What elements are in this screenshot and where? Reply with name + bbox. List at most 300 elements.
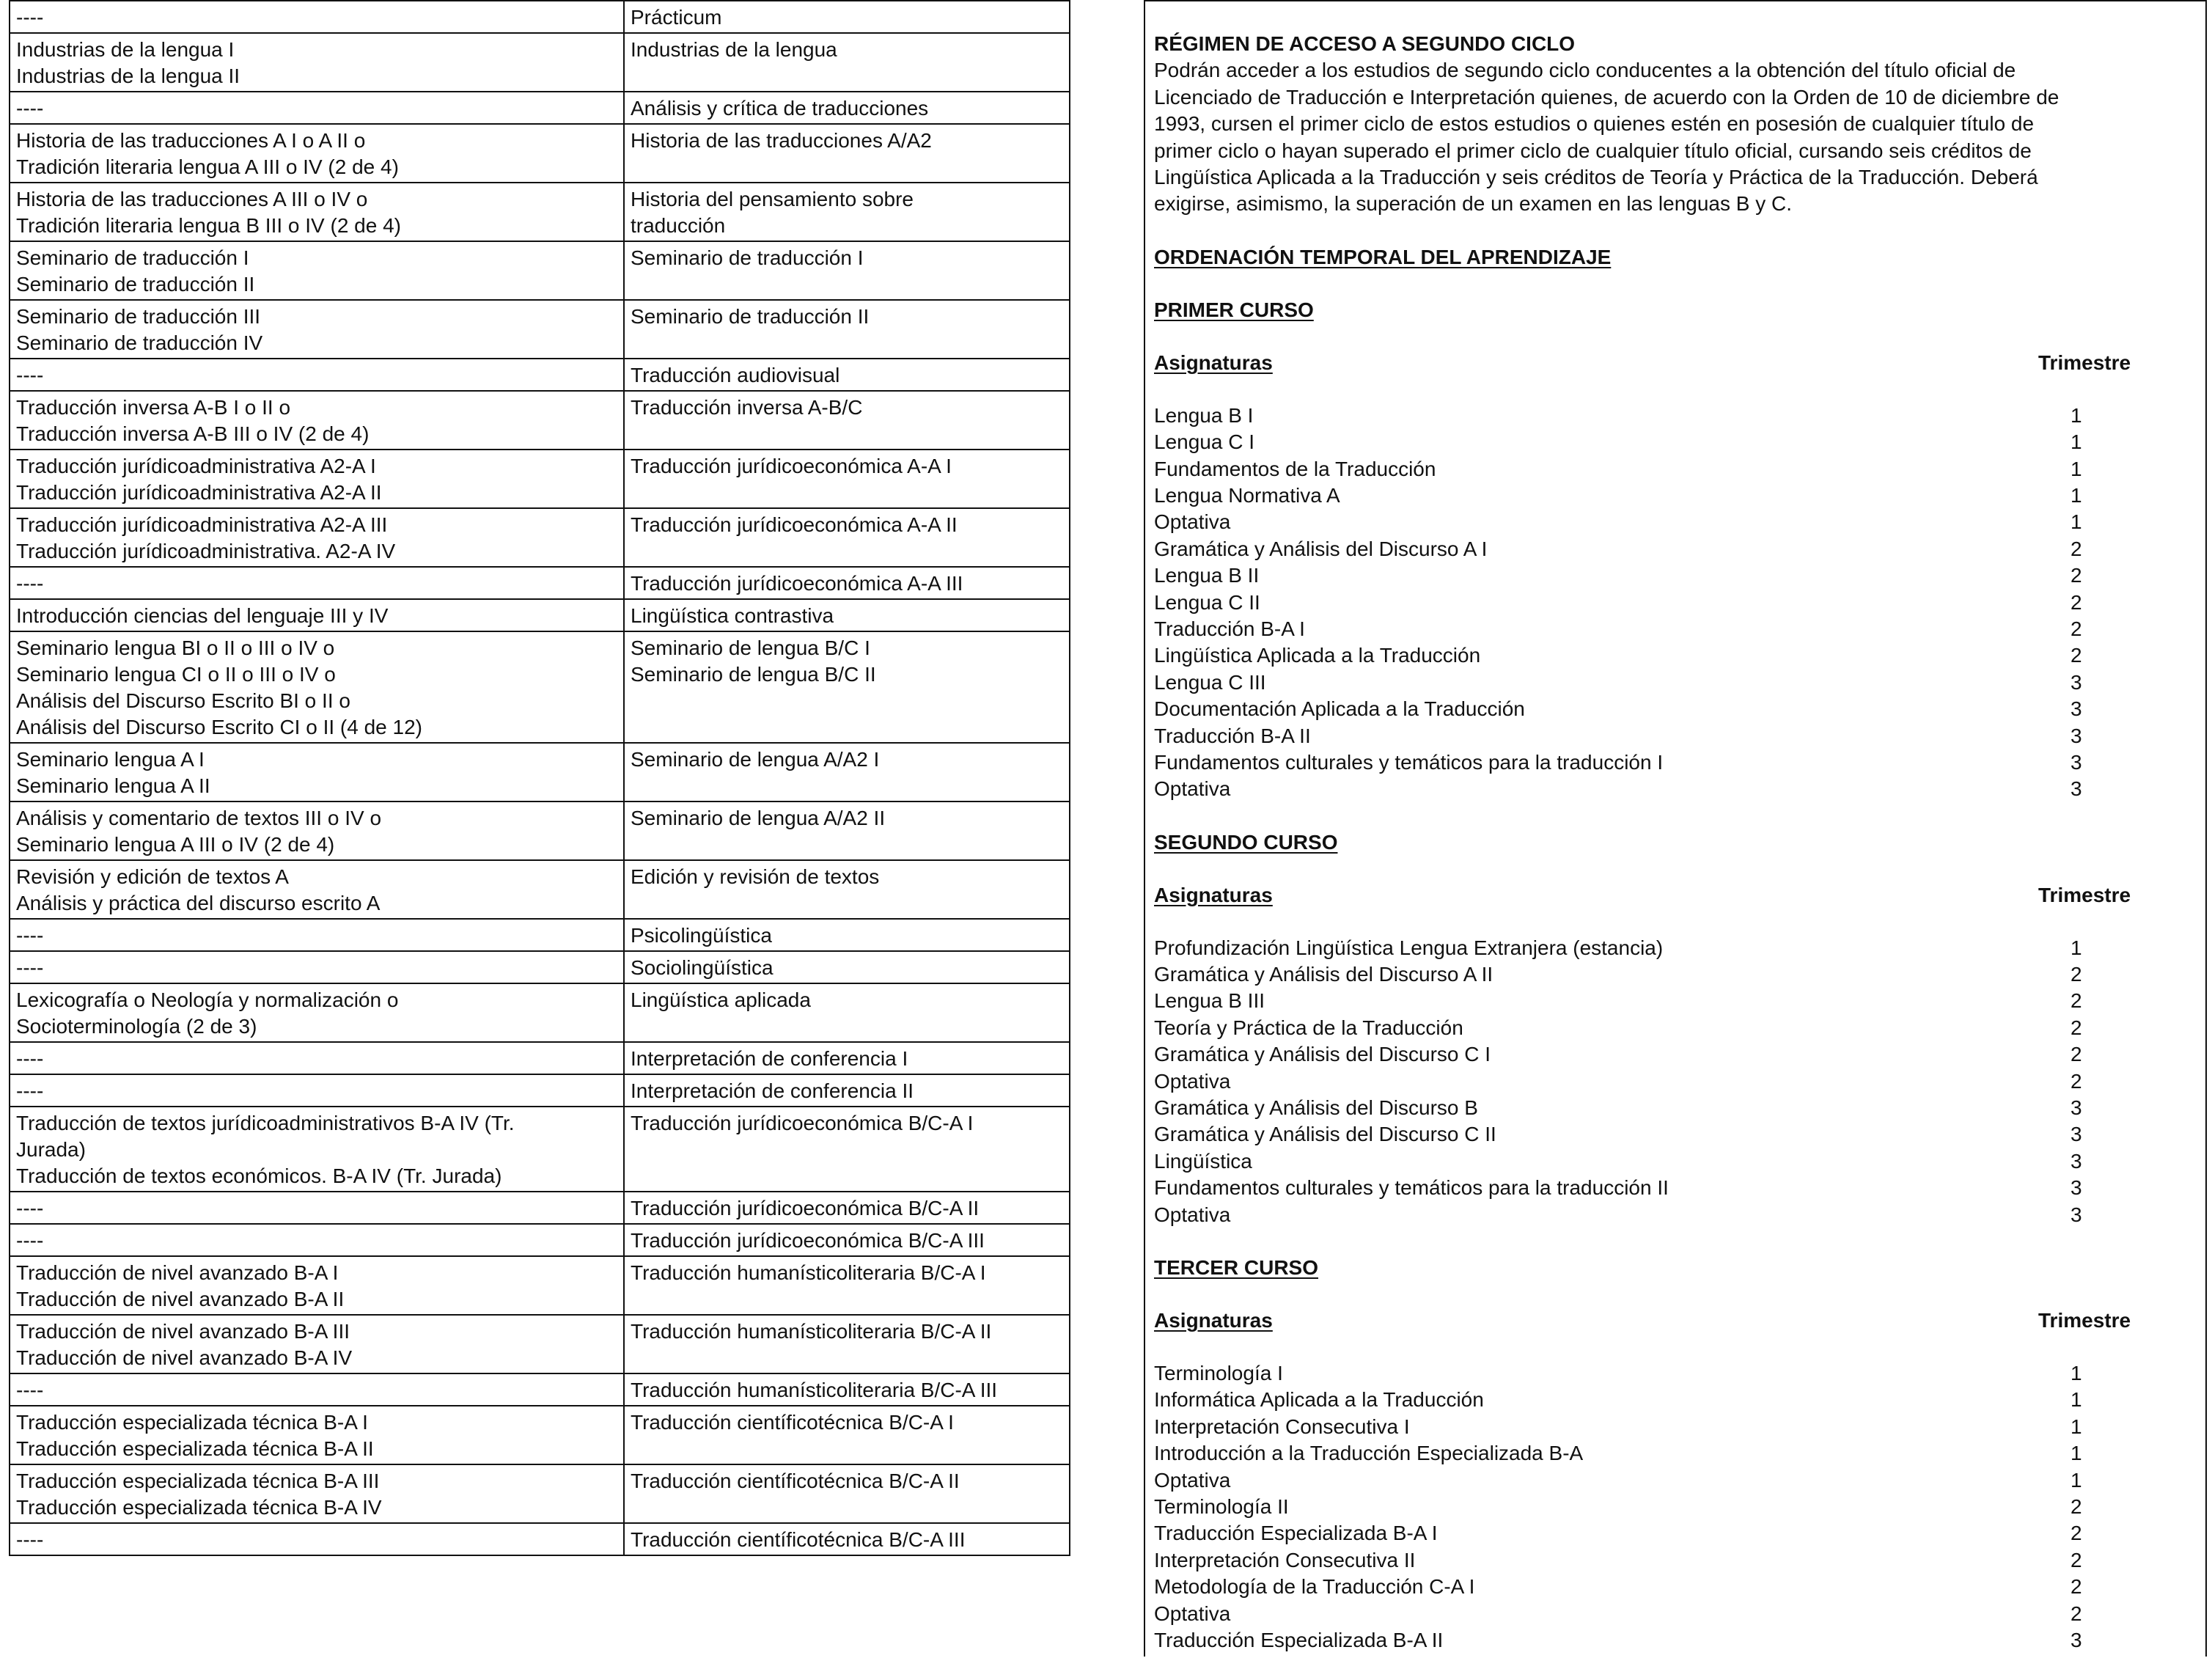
- access-paragraph-line: exigirse, asimismo, la superación de un examen en las lenguas B y C.: [1154, 192, 1792, 216]
- new-subject-cell: [624, 92, 1070, 124]
- subject-name: Lengua B I: [1154, 403, 1254, 427]
- old-subject-cell: [10, 919, 624, 951]
- subject-name: Gramática y Análisis del Discurso A II: [1154, 963, 1493, 986]
- old-subject-line: Traducción especializada técnica B-A I: [16, 1411, 368, 1434]
- old-subject-cell: [10, 1107, 624, 1192]
- old-subject-line: Seminario lengua CI o II o III o IV o: [16, 663, 336, 686]
- ordering-title: ORDENACIÓN TEMPORAL DEL APRENDIZAJE: [1154, 245, 1612, 268]
- equivalence-table-body: [10, 1, 1070, 1555]
- table-row: [10, 183, 1070, 241]
- subject-row: [1154, 961, 2198, 988]
- table-row: [10, 92, 1070, 124]
- table-row: [10, 1192, 1070, 1224]
- table-row: [10, 951, 1070, 983]
- table-row: [10, 1224, 1070, 1256]
- table-row: [10, 631, 1070, 743]
- new-subject-line: Análisis y crítica de traducciones: [631, 97, 929, 120]
- subject-list: [1154, 935, 2198, 1228]
- old-subject-line: Seminario lengua A I: [16, 748, 205, 771]
- subject-term: 1: [2070, 1468, 2082, 1492]
- new-subject-line: Traducción jurídicoeconómica B/C-A II: [631, 1197, 980, 1219]
- subject-row: [1154, 1068, 2198, 1095]
- new-subject-cell: [624, 802, 1070, 860]
- subject-row: [1154, 1627, 2198, 1654]
- old-subject-cell: [10, 1224, 624, 1256]
- new-subject-cell: [624, 1042, 1070, 1074]
- subject-row: [1154, 1574, 2198, 1600]
- new-subject-line: Traducción científicotécnica B/C-A III: [631, 1528, 966, 1551]
- new-subject-cell: [624, 33, 1070, 92]
- old-subject-line: ----: [16, 1528, 44, 1551]
- old-subject-cell: [10, 743, 624, 802]
- old-subject-cell: [10, 1256, 624, 1315]
- table-row: [10, 743, 1070, 802]
- subject-name: Terminología I: [1154, 1362, 1283, 1384]
- old-subject-line: Traducción especializada técnica B-A III: [16, 1470, 380, 1492]
- old-subject-line: Análisis del Discurso Escrito BI o II o: [16, 689, 350, 712]
- subject-name: Traducción B-A I: [1154, 617, 1305, 640]
- old-subject-line: Análisis y práctica del discurso escrito A: [16, 892, 381, 914]
- new-subject-line: Psicolingüística: [631, 924, 772, 947]
- subject-name: Fundamentos culturales y temáticos para la traducción II: [1154, 1176, 1669, 1200]
- old-subject-cell: [10, 1523, 624, 1555]
- subject-term: 2: [2070, 1602, 2082, 1625]
- subject-term: 3: [2070, 697, 2082, 721]
- new-subject-line: Traducción humanísticoliteraria B/C-A III: [631, 1379, 998, 1401]
- old-subject-line: Seminario lengua A III o IV (2 de 4): [16, 833, 335, 856]
- subject-name: Optativa: [1154, 510, 1231, 534]
- subject-name: Informática Aplicada a la Traducción: [1154, 1388, 1484, 1412]
- new-subject-cell: [624, 599, 1070, 631]
- subject-name: Traducción Especializada B-A II: [1154, 1628, 1444, 1651]
- subject-row: [1154, 590, 2198, 616]
- old-subject-cell: [10, 300, 624, 359]
- new-subject-line: Seminario de lengua B/C I: [631, 637, 870, 659]
- subject-row: [1154, 749, 2198, 776]
- table-row: [10, 1042, 1070, 1074]
- old-subject-line: ----: [16, 1379, 44, 1401]
- subject-row: [1154, 670, 2198, 696]
- new-subject-cell: [624, 743, 1070, 802]
- table-row: [10, 802, 1070, 860]
- subject-name: Lingüística: [1154, 1149, 1252, 1173]
- new-subject-line: Traducción humanísticoliteraria B/C-A I: [631, 1261, 986, 1284]
- new-subject-line: Traducción científicotécnica B/C-A I: [631, 1411, 954, 1434]
- course-section: [1154, 297, 2198, 803]
- subject-name: Teoría y Práctica de la Traducción: [1154, 1016, 1463, 1039]
- old-subject-cell: [10, 241, 624, 300]
- old-subject-cell: [10, 1, 624, 33]
- subject-row: [1154, 403, 2198, 429]
- subject-name: Fundamentos de la Traducción: [1154, 457, 1436, 480]
- new-subject-line: Historia de las traducciones A/A2: [631, 129, 932, 152]
- old-subject-cell: [10, 183, 624, 241]
- old-subject-cell: [10, 33, 624, 92]
- subject-term: 2: [2070, 1575, 2082, 1599]
- subject-name: Optativa: [1154, 1069, 1231, 1093]
- old-subject-line: Seminario de traducción II: [16, 273, 255, 296]
- old-subject-line: ----: [16, 1047, 44, 1070]
- subject-name: Lengua C III: [1154, 670, 1266, 694]
- old-subject-line: Jurada): [16, 1138, 86, 1161]
- old-subject-line: ----: [16, 572, 44, 595]
- old-subject-cell: [10, 124, 624, 183]
- old-subject-cell: [10, 1373, 624, 1406]
- subject-row: [1154, 616, 2198, 642]
- subjects-column-label: Asignaturas: [1154, 1309, 1273, 1332]
- table-row: [10, 1406, 1070, 1464]
- subject-row: [1154, 696, 2198, 722]
- old-subject-line: Seminario lengua BI o II o III o IV o: [16, 637, 335, 659]
- subject-term: 2: [2070, 1016, 2082, 1039]
- table-row: [10, 508, 1070, 567]
- table-row: [10, 983, 1070, 1042]
- old-subject-line: Historia de las traducciones A I o A II o: [16, 129, 366, 152]
- subject-row: [1154, 562, 2198, 589]
- subject-name: Gramática y Análisis del Discurso A I: [1154, 537, 1488, 560]
- subject-term: 3: [2070, 1096, 2082, 1120]
- access-paragraph-line: Lingüística Aplicada a la Traducción y seis créditos de Teoría y Práctica de la Traducción. Deberá: [1154, 166, 2038, 189]
- subjects-column-label: Asignaturas: [1154, 351, 1273, 374]
- new-subject-cell: [624, 1523, 1070, 1555]
- old-subject-line: Traducción inversa A-B III o IV (2 de 4): [16, 422, 370, 445]
- subject-list: [1154, 1360, 2198, 1654]
- old-subject-line: Seminario de traducción IV: [16, 331, 263, 354]
- new-subject-cell: [624, 1406, 1070, 1464]
- old-subject-line: Traducción de textos económicos. B-A IV (Tr. Jurada): [16, 1164, 502, 1187]
- course-section: [1154, 1255, 2198, 1654]
- subject-term: 3: [2070, 724, 2082, 747]
- subject-term: 1: [2070, 1388, 2082, 1412]
- new-subject-line: Edición y revisión de textos: [631, 865, 880, 888]
- subject-name: Gramática y Análisis del Discurso C I: [1154, 1043, 1491, 1066]
- access-paragraph-line: Podrán acceder a los estudios de segundo ciclo conducentes a la obtención del título oficial de: [1154, 59, 2016, 82]
- new-subject-cell: [624, 1464, 1070, 1523]
- new-subject-line: Historia del pensamiento sobre: [631, 188, 914, 210]
- course-section: [1154, 829, 2198, 1228]
- new-subject-line: Traducción audiovisual: [631, 364, 840, 386]
- subject-row: [1154, 988, 2198, 1014]
- table-row: [10, 1, 1070, 33]
- new-subject-line: Interpretación de conferencia I: [631, 1047, 908, 1070]
- subject-name: Fundamentos culturales y temáticos para la traducción I: [1154, 750, 1664, 774]
- old-subject-line: Traducción de nivel avanzado B-A II: [16, 1288, 345, 1310]
- new-subject-cell: [624, 508, 1070, 567]
- subject-term: 2: [2070, 963, 2082, 986]
- subject-term: 3: [2070, 1149, 2082, 1173]
- table-row: [10, 1107, 1070, 1192]
- new-subject-line: traducción: [631, 214, 726, 237]
- subject-row: [1154, 456, 2198, 483]
- subject-name: Profundización Lingüística Lengua Extranjera (estancia): [1154, 936, 1664, 959]
- new-subject-cell: [624, 300, 1070, 359]
- new-subject-line: Seminario de lengua A/A2 I: [631, 748, 880, 771]
- old-subject-line: Traducción de textos jurídicoadministrativos B-A IV (Tr.: [16, 1112, 515, 1134]
- old-subject-line: ----: [16, 364, 44, 386]
- old-subject-line: ----: [16, 1197, 44, 1219]
- subject-term: 3: [2070, 750, 2082, 774]
- table-row: [10, 391, 1070, 450]
- subject-term: 1: [2070, 936, 2082, 959]
- subject-name: Optativa: [1154, 1602, 1231, 1625]
- old-subject-line: Historia de las traducciones A III o IV o: [16, 188, 368, 210]
- old-subject-line: Socioterminología (2 de 3): [16, 1015, 257, 1038]
- new-subject-cell: [624, 951, 1070, 983]
- old-subject-cell: [10, 951, 624, 983]
- subject-name: Interpretación Consecutiva II: [1154, 1548, 1416, 1571]
- new-subject-line: Traducción jurídicoeconómica A-A III: [631, 572, 963, 595]
- subject-row: [1154, 1414, 2198, 1440]
- subject-list: [1154, 403, 2198, 803]
- old-subject-line: ----: [16, 6, 44, 29]
- old-subject-cell: [10, 508, 624, 567]
- subject-name: Optativa: [1154, 1203, 1231, 1226]
- table-row: [10, 1256, 1070, 1315]
- subject-row: [1154, 1520, 2198, 1547]
- new-subject-line: Traducción científicotécnica B/C-A II: [631, 1470, 960, 1492]
- table-row: [10, 919, 1070, 951]
- table-row: [10, 1464, 1070, 1523]
- subject-row: [1154, 1494, 2198, 1520]
- subject-row: [1154, 1095, 2198, 1121]
- old-subject-line: Análisis y comentario de textos III o IV o: [16, 807, 382, 829]
- new-subject-cell: [624, 919, 1070, 951]
- subject-term: 1: [2070, 510, 2082, 534]
- subject-name: Lengua B II: [1154, 564, 1260, 587]
- subject-term: 2: [2070, 1069, 2082, 1093]
- table-row: [10, 599, 1070, 631]
- old-subject-line: Seminario lengua A II: [16, 774, 210, 797]
- old-subject-line: Introducción ciencias del lenguaje III y IV: [16, 604, 389, 627]
- subject-name: Interpretación Consecutiva I: [1154, 1415, 1410, 1438]
- old-subject-cell: [10, 1042, 624, 1074]
- table-row: [10, 860, 1070, 919]
- new-subject-line: Sociolingüística: [631, 956, 774, 979]
- access-paragraph: [1154, 57, 2198, 217]
- new-subject-cell: [624, 450, 1070, 508]
- old-subject-line: Seminario de traducción III: [16, 305, 261, 328]
- old-subject-line: Traducción especializada técnica B-A IV: [16, 1496, 382, 1519]
- old-subject-line: Traducción jurídicoadministrativa A2-A II: [16, 481, 382, 504]
- new-subject-cell: [624, 1, 1070, 33]
- old-subject-line: Traducción jurídicoadministrativa A2-A I: [16, 455, 376, 477]
- old-subject-line: ----: [16, 924, 44, 947]
- access-paragraph-line: primer ciclo o hayan superado el primer ciclo de cualquier título oficial, cursando seis créditos de: [1154, 139, 2032, 162]
- subject-name: Gramática y Análisis del Discurso B: [1154, 1096, 1478, 1120]
- new-subject-cell: [624, 631, 1070, 743]
- subject-term: 3: [2070, 1203, 2082, 1226]
- subject-term: 2: [2070, 564, 2082, 587]
- new-subject-line: Traducción jurídicoeconómica A-A II: [631, 513, 958, 536]
- old-subject-line: Traducción de nivel avanzado B-A III: [16, 1320, 350, 1343]
- old-subject-line: Traducción inversa A-B I o II o: [16, 396, 291, 419]
- new-subject-line: Lingüística aplicada: [631, 988, 811, 1011]
- old-subject-line: Tradición literaria lengua A III o IV (2 de 4): [16, 155, 399, 178]
- new-subject-cell: [624, 359, 1070, 391]
- table-row: [10, 1315, 1070, 1373]
- table-row: [10, 1523, 1070, 1555]
- old-subject-line: Lexicografía o Neología y normalización o: [16, 988, 399, 1011]
- old-subject-cell: [10, 802, 624, 860]
- old-subject-line: Traducción especializada técnica B-A II: [16, 1437, 374, 1460]
- old-subject-line: Traducción jurídicoadministrativa A2-A III: [16, 513, 388, 536]
- subject-row: [1154, 1175, 2198, 1201]
- subject-row: [1154, 1440, 2198, 1467]
- subject-name: Metodología de la Traducción C-A I: [1154, 1575, 1475, 1599]
- subject-name: Traducción B-A II: [1154, 724, 1311, 747]
- subject-row: [1154, 642, 2198, 669]
- courses-container: [1154, 297, 2198, 1654]
- old-subject-cell: [10, 92, 624, 124]
- new-subject-line: Traducción jurídicoeconómica A-A I: [631, 455, 952, 477]
- subject-name: Lengua Normativa A: [1154, 484, 1340, 507]
- term-column-label: Trimestre: [2038, 351, 2131, 374]
- subject-row: [1154, 1015, 2198, 1041]
- new-subject-cell: [624, 567, 1070, 599]
- old-subject-cell: [10, 599, 624, 631]
- old-subject-cell: [10, 359, 624, 391]
- new-subject-cell: [624, 391, 1070, 450]
- subject-name: Lengua C I: [1154, 430, 1254, 454]
- old-subject-line: ----: [16, 956, 44, 979]
- new-subject-line: Prácticum: [631, 6, 722, 29]
- table-row: [10, 450, 1070, 508]
- old-subject-line: Industrias de la lengua I: [16, 38, 235, 61]
- subject-row: [1154, 1360, 2198, 1387]
- new-subject-cell: [624, 1107, 1070, 1192]
- subject-term: 3: [2070, 777, 2082, 801]
- equivalence-table: [9, 0, 1070, 1556]
- table-row: [10, 300, 1070, 359]
- new-subject-line: Traducción jurídicoeconómica B/C-A I: [631, 1112, 974, 1134]
- subject-name: Documentación Aplicada a la Traducción: [1154, 697, 1525, 721]
- subject-term: 1: [2070, 1415, 2082, 1438]
- access-paragraph-line: Licenciado de Traducción e Interpretación quienes, de acuerdo con la Orden de 10 de diciembre de: [1154, 85, 2059, 109]
- new-subject-cell: [624, 1192, 1070, 1224]
- old-subject-line: Traducción de nivel avanzado B-A I: [16, 1261, 339, 1284]
- subject-term: 2: [2070, 1494, 2082, 1518]
- subject-term: 2: [2070, 989, 2082, 1013]
- new-subject-line: Traducción jurídicoeconómica B/C-A III: [631, 1229, 985, 1252]
- table-row: [10, 241, 1070, 300]
- subject-row: [1154, 1601, 2198, 1627]
- course-title: TERCER CURSO: [1154, 1256, 1319, 1279]
- subject-term: 1: [2070, 484, 2082, 507]
- old-subject-cell: [10, 860, 624, 919]
- old-subject-cell: [10, 1074, 624, 1107]
- subject-name: Introducción a la Traducción Especializada B-A: [1154, 1442, 1584, 1465]
- old-subject-cell: [10, 1464, 624, 1523]
- old-subject-line: ----: [16, 97, 44, 120]
- new-subject-line: Interpretación de conferencia II: [631, 1079, 914, 1102]
- new-subject-line: Seminario de lengua A/A2 II: [631, 807, 886, 829]
- subject-name: Optativa: [1154, 1468, 1231, 1492]
- subject-name: Gramática y Análisis del Discurso C II: [1154, 1123, 1496, 1146]
- subject-row: [1154, 429, 2198, 455]
- subject-row: [1154, 1387, 2198, 1413]
- subject-name: Terminología II: [1154, 1494, 1289, 1518]
- subject-term: 3: [2070, 1176, 2082, 1200]
- new-subject-cell: [624, 1256, 1070, 1315]
- subject-row: [1154, 536, 2198, 562]
- subject-row: [1154, 1121, 2198, 1148]
- old-subject-cell: [10, 1406, 624, 1464]
- subject-term: 3: [2070, 1123, 2082, 1146]
- subject-term: 2: [2070, 590, 2082, 614]
- subject-row: [1154, 776, 2198, 802]
- subject-term: 1: [2070, 1362, 2082, 1384]
- subject-term: 1: [2070, 430, 2082, 454]
- subject-row: [1154, 1148, 2198, 1175]
- new-subject-cell: [624, 183, 1070, 241]
- subject-term: 2: [2070, 1522, 2082, 1545]
- old-subject-cell: [10, 631, 624, 743]
- table-row: [10, 33, 1070, 92]
- subject-name: Lengua B III: [1154, 989, 1265, 1013]
- old-subject-cell: [10, 983, 624, 1042]
- subject-row: [1154, 1041, 2198, 1068]
- old-subject-line: ----: [16, 1229, 44, 1252]
- old-subject-line: Tradición literaria lengua B III o IV (2 de 4): [16, 214, 401, 237]
- subject-term: 2: [2070, 644, 2082, 667]
- term-column-label: Trimestre: [2038, 1309, 2131, 1332]
- course-title: SEGUNDO CURSO: [1154, 830, 1338, 854]
- subject-row: [1154, 509, 2198, 535]
- new-subject-cell: [624, 983, 1070, 1042]
- old-subject-line: Traducción jurídicoadministrativa. A2-A IV: [16, 540, 396, 562]
- subject-row: [1154, 1467, 2198, 1494]
- new-subject-line: Traducción inversa A-B/C: [631, 396, 863, 419]
- subject-term: 1: [2070, 403, 2082, 427]
- term-column-label: Trimestre: [2038, 883, 2131, 906]
- subject-term: 1: [2070, 457, 2082, 480]
- subject-name: Lengua C II: [1154, 590, 1260, 614]
- subject-row: [1154, 1547, 2198, 1574]
- subject-row: [1154, 1202, 2198, 1228]
- subject-term: 3: [2070, 670, 2082, 694]
- old-subject-line: Análisis del Discurso Escrito CI o II (4 de 12): [16, 716, 422, 738]
- table-row: [10, 567, 1070, 599]
- access-title: RÉGIMEN DE ACCESO A SEGUNDO CICLO: [1154, 32, 1576, 55]
- new-subject-line: Traducción humanísticoliteraria B/C-A II: [631, 1320, 992, 1343]
- old-subject-cell: [10, 1315, 624, 1373]
- subject-term: 1: [2070, 1442, 2082, 1465]
- new-subject-cell: [624, 124, 1070, 183]
- new-subject-line: Lingüística contrastiva: [631, 604, 834, 627]
- old-subject-line: Industrias de la lengua II: [16, 65, 240, 87]
- old-subject-line: Revisión y edición de textos A: [16, 865, 289, 888]
- subject-term: 2: [2070, 1043, 2082, 1066]
- subject-row: [1154, 935, 2198, 961]
- old-subject-line: Seminario de traducción I: [16, 246, 249, 269]
- table-row: [10, 359, 1070, 391]
- subject-term: 3: [2070, 1628, 2082, 1651]
- subject-name: Optativa: [1154, 777, 1231, 801]
- old-subject-line: Traducción de nivel avanzado B-A IV: [16, 1346, 353, 1369]
- course-title: PRIMER CURSO: [1154, 298, 1314, 321]
- old-subject-line: ----: [16, 1079, 44, 1102]
- old-subject-cell: [10, 450, 624, 508]
- new-subject-cell: [624, 1224, 1070, 1256]
- new-subject-cell: [624, 860, 1070, 919]
- new-subject-cell: [624, 241, 1070, 300]
- new-subject-cell: [624, 1373, 1070, 1406]
- subject-term: 2: [2070, 537, 2082, 560]
- new-subject-line: Seminario de traducción I: [631, 246, 864, 269]
- subject-term: 2: [2070, 617, 2082, 640]
- new-subject-line: Industrias de la lengua: [631, 38, 837, 61]
- subject-row: [1154, 483, 2198, 509]
